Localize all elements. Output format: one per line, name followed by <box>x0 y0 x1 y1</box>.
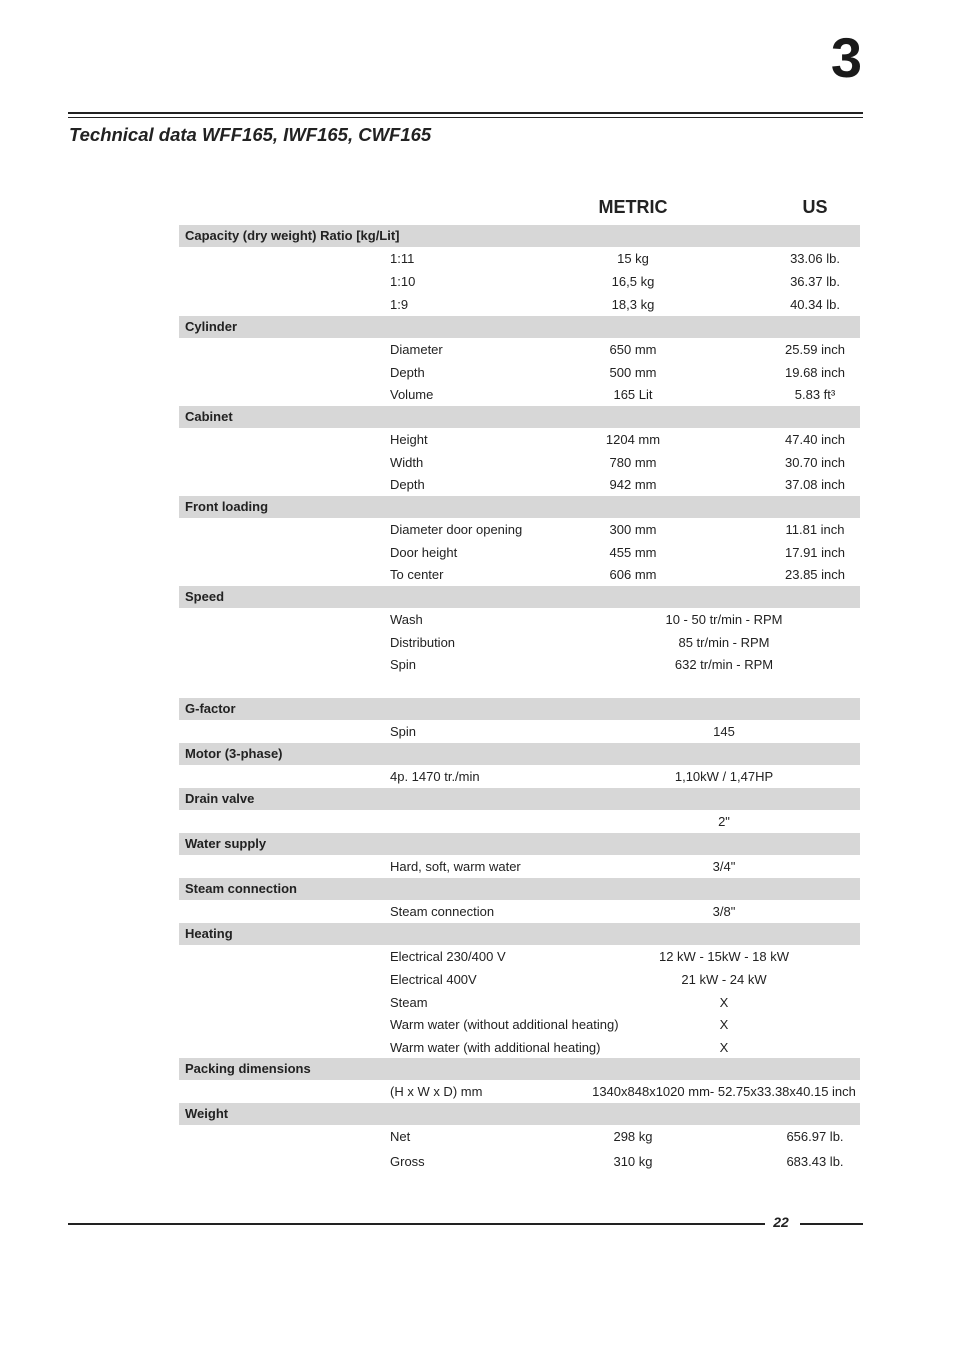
spec-value: 1,10kW / 1,47HP <box>674 769 774 784</box>
us-value: 683.43 lb. <box>786 1154 844 1169</box>
spec-row <box>179 1080 860 1103</box>
spec-value: 1340x848x1020 mm- 52.75x33.38x40.15 inch <box>592 1084 856 1099</box>
us-value: 47.40 inch <box>785 432 845 447</box>
spec-label: (H x W x D) mm <box>390 1084 483 1099</box>
header-rule-thin <box>68 117 863 118</box>
spec-row <box>179 563 860 586</box>
spec-table <box>179 225 860 1175</box>
section-header: Steam connection <box>179 878 860 900</box>
metric-value: 15 kg <box>617 251 649 266</box>
spec-label: 1:10 <box>390 274 416 289</box>
spec-label: Electrical 400V <box>390 972 477 987</box>
spec-row <box>179 765 860 788</box>
spec-value: X <box>719 1017 729 1032</box>
spec-value: X <box>719 1040 729 1055</box>
metric-value: 298 kg <box>613 1129 653 1144</box>
spec-row <box>179 1125 860 1150</box>
spec-row <box>179 270 860 293</box>
page-title: Technical data WFF165, IWF165, CWF165 <box>69 124 432 145</box>
spec-row <box>179 900 860 923</box>
spec-value: 2" <box>718 814 730 829</box>
section-header: Drain valve <box>179 788 860 810</box>
spec-row <box>179 1150 860 1175</box>
spec-row <box>179 631 860 653</box>
spec-value: 632 tr/min - RPM <box>674 657 774 672</box>
spec-label: Hard, soft, warm water <box>390 859 521 874</box>
us-value: 5.83 ft³ <box>794 387 836 402</box>
us-value: 36.37 lb. <box>790 274 840 289</box>
metric-value: 455 mm <box>609 545 657 560</box>
metric-value: 500 mm <box>609 365 657 380</box>
spec-row <box>179 1036 860 1058</box>
metric-value: 310 kg <box>613 1154 653 1169</box>
metric-value: 16,5 kg <box>611 274 655 289</box>
spec-label: To center <box>390 567 444 582</box>
spec-row <box>179 608 860 631</box>
footer-rule-right <box>800 1223 863 1225</box>
spec-label: Wash <box>390 612 423 627</box>
spec-row <box>179 428 860 451</box>
us-value: 37.08 inch <box>785 477 845 492</box>
spec-value: 3/8" <box>712 904 736 919</box>
spec-label: Volume <box>390 387 434 402</box>
spec-label: Gross <box>390 1154 425 1169</box>
metric-value: 165 Lit <box>613 387 653 402</box>
spec-value: 3/4" <box>712 859 736 874</box>
spec-row <box>179 473 860 496</box>
spec-row <box>179 338 860 361</box>
spec-row <box>179 653 860 698</box>
section-header: Cabinet <box>179 406 860 428</box>
spec-label: Steam <box>390 995 428 1010</box>
spec-label: Warm water (without additional heating) <box>390 1017 619 1032</box>
spec-value: 12 kW - 15kW - 18 kW <box>658 949 790 964</box>
spec-row <box>179 451 860 473</box>
spec-row <box>179 855 860 878</box>
spec-label: Steam connection <box>390 904 495 919</box>
us-value: 19.68 inch <box>785 365 845 380</box>
spec-label: Warm water (with additional heating) <box>390 1040 601 1055</box>
spec-value: 21 kW - 24 kW <box>681 972 767 987</box>
spec-label: Distribution <box>390 635 456 650</box>
spec-row <box>179 1013 860 1036</box>
us-value: 25.59 inch <box>785 342 845 357</box>
us-value: 40.34 lb. <box>790 297 840 312</box>
spec-row <box>179 518 860 541</box>
metric-column-header: METRIC <box>598 197 668 217</box>
spec-label: Door height <box>390 545 458 560</box>
spec-label: 4p. 1470 tr./min <box>390 769 480 784</box>
spec-row <box>179 810 860 833</box>
spec-label: Height <box>390 432 428 447</box>
metric-value: 650 mm <box>609 342 657 357</box>
spec-row <box>179 361 860 383</box>
spec-label: 1:11 <box>390 251 415 266</box>
section-header: G-factor <box>179 698 860 720</box>
spec-row <box>179 968 860 991</box>
chapter-number: 3 <box>830 26 862 89</box>
us-value: 30.70 inch <box>785 455 845 470</box>
us-value: 17.91 inch <box>785 545 845 560</box>
us-value: 11.81 inch <box>785 522 845 537</box>
spec-label: Depth <box>390 477 425 492</box>
metric-value: 1204 mm <box>605 432 661 447</box>
section-header: Heating <box>179 923 860 945</box>
section-header: Capacity (dry weight) Ratio [kg/Lit] <box>179 225 860 247</box>
us-value: 656.97 lb. <box>786 1129 844 1144</box>
us-value: 23.85 inch <box>785 567 845 582</box>
spec-label: Depth <box>390 365 425 380</box>
spec-row <box>179 720 860 743</box>
metric-value: 606 mm <box>609 567 657 582</box>
metric-value: 780 mm <box>609 455 657 470</box>
spec-label: Electrical 230/400 V <box>390 949 506 964</box>
metric-value: 942 mm <box>609 477 657 492</box>
section-header: Packing dimensions <box>179 1058 860 1080</box>
spec-row <box>179 541 860 563</box>
spec-value: 145 <box>713 724 735 739</box>
section-header: Weight <box>179 1103 860 1125</box>
spec-label: Diameter door opening <box>390 522 523 537</box>
spec-value: X <box>719 995 729 1010</box>
header-rule <box>68 112 863 114</box>
spec-row <box>179 247 860 270</box>
metric-value: 300 mm <box>609 522 657 537</box>
section-header: Cylinder <box>179 316 860 338</box>
spec-label: Spin <box>390 657 417 672</box>
section-header: Water supply <box>179 833 860 855</box>
spec-label: 1:9 <box>390 297 409 312</box>
metric-value: 18,3 kg <box>611 297 655 312</box>
spec-row <box>179 293 860 316</box>
spec-label: Diameter <box>390 342 443 357</box>
spec-row <box>179 991 860 1013</box>
spec-row <box>179 945 860 968</box>
page-number: 22 <box>773 1214 789 1230</box>
us-column-header: US <box>802 197 828 217</box>
spec-label: Net <box>390 1129 411 1144</box>
section-header: Front loading <box>179 496 860 518</box>
us-value: 33.06 lb. <box>790 251 840 266</box>
spec-value: 85 tr/min - RPM <box>678 635 770 650</box>
section-header: Motor (3-phase) <box>179 743 860 765</box>
section-header: Speed <box>179 586 860 608</box>
footer-rule <box>68 1223 765 1225</box>
spec-row <box>179 383 860 406</box>
spec-label: Spin <box>390 724 417 739</box>
spec-value: 10 - 50 tr/min - RPM <box>665 612 783 627</box>
spec-label: Width <box>390 455 424 470</box>
